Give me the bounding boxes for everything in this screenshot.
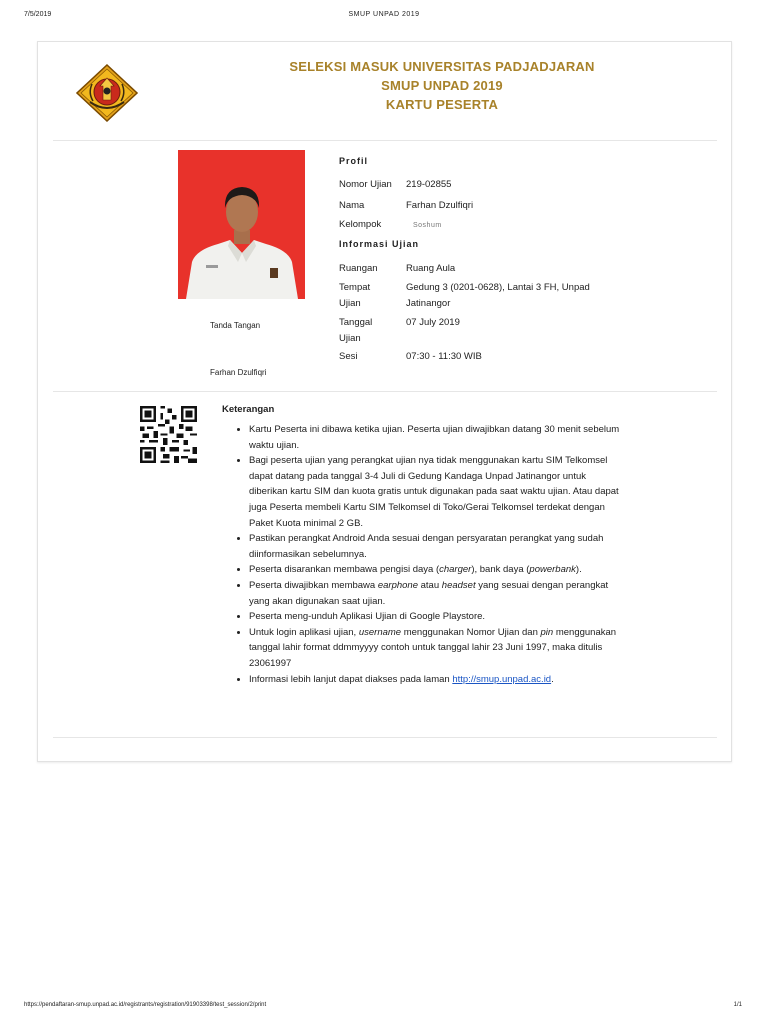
bottom-divider (53, 737, 717, 738)
header-divider (53, 140, 717, 141)
sesi-label: Sesi (339, 351, 358, 362)
informasi-ujian-heading: Informasi Ujian (339, 239, 420, 249)
unpad-logo-icon (76, 64, 138, 122)
keterangan-heading: Keterangan (222, 404, 275, 415)
info-divider (53, 391, 717, 392)
print-url: https://pendaftaran-smup.unpad.ac.id/registrants/registration/91903398/test_session/2/print (24, 1002, 267, 1008)
participant-photo (178, 150, 305, 299)
profil-heading: Profil (339, 156, 369, 166)
keterangan-item: • Informasi lebih lanjut dapat diakses pada laman http://smup.unpad.ac.id. (249, 672, 624, 688)
tanggal-ujian-label: Tanggal Ujian (339, 317, 373, 344)
keterangan-item: • Untuk login aplikasi ujian, username menggunakan Nomor Ujian dan pin menggunakan tanggal lahir format ddmmyyyy contoh untuk tanggal lahir 23 Juni 1997, maka ditulis 23061997 (249, 625, 624, 672)
participant-card (37, 41, 732, 762)
tempat-ujian-value: Gedung 3 (0201-0628), Lantai 3 FH, Unpad Jatinangor (406, 282, 590, 309)
keterangan-item: • Peserta disarankan membawa pengisi daya (charger), bank daya (powerbank). (249, 562, 624, 578)
ruangan-label: Ruangan (339, 263, 378, 274)
keterangan-item: • Bagi peserta ujian yang perangkat ujian nya tidak menggunakan kartu SIM Telkomsel dapat datang pada tanggal 3-4 Juli di Gedung Kandaga Unpad Jatinangor untuk diberikan kartu SIM dan kuota gratis untuk digunakan pada saat waktu ujian. Atau dapat juga Peserta membeli Kartu SIM Telkomsel di Toko/Gerai Telkomsel terdekat dengan Paket Kuota minimal 2 GB. (249, 453, 624, 531)
keterangan-item: • Peserta diwajibkan membawa earphone atau headset yang sesuai dengan perangkat yang akan digunakan saat ujian. (249, 578, 624, 609)
ruangan-value: Ruang Aula (406, 263, 456, 274)
card-title (228, 57, 656, 114)
smup-website-link[interactable]: http://smup.unpad.ac.id (452, 673, 552, 685)
keterangan-item: • Peserta meng-unduh Aplikasi Ujian di Google Playstore. (249, 609, 624, 625)
signature-label: Tanda Tangan (210, 321, 261, 330)
print-title: SMUP UNPAD 2019 (348, 11, 420, 18)
keterangan-item: • Pastikan perangkat Android Anda sesuai dengan persyaratan perangkat yang sudah diinformasikan sebelumnya. (249, 531, 624, 562)
print-date: 7/5/2019 (24, 11, 52, 18)
qr-code-icon (139, 406, 198, 463)
nama-value: Farhan Dzulfiqri (406, 200, 474, 211)
tempat-ujian-label: Tempat Ujian (339, 282, 371, 309)
nama-label: Nama (339, 200, 365, 211)
kelompok-value: Soshum (413, 222, 442, 229)
kelompok-label: Kelompok (339, 219, 382, 230)
sesi-value: 07:30 - 11:30 WIB (406, 351, 482, 362)
keterangan-list (235, 422, 624, 687)
print-page-number: 1/1 (733, 1002, 742, 1008)
keterangan-item: • Kartu Peserta ini dibawa ketika ujian. Peserta ujian diwajibkan datang 30 menit sebelum waktu ujian. (249, 422, 624, 453)
title-line-2: SMUP UNPAD 2019 (381, 78, 503, 93)
title-line-3: KARTU PESERTA (385, 97, 499, 112)
signature-name: Farhan Dzulfiqri (210, 368, 267, 377)
print-header (0, 11, 768, 23)
print-footer (0, 1002, 768, 1014)
nomor-ujian-label: Nomor Ujian (339, 179, 392, 190)
tanggal-ujian-value: 07 July 2019 (406, 317, 460, 328)
nomor-ujian-value: 219-02855 (406, 179, 452, 190)
title-line-1: SELEKSI MASUK UNIVERSITAS PADJADJARAN (289, 59, 595, 74)
